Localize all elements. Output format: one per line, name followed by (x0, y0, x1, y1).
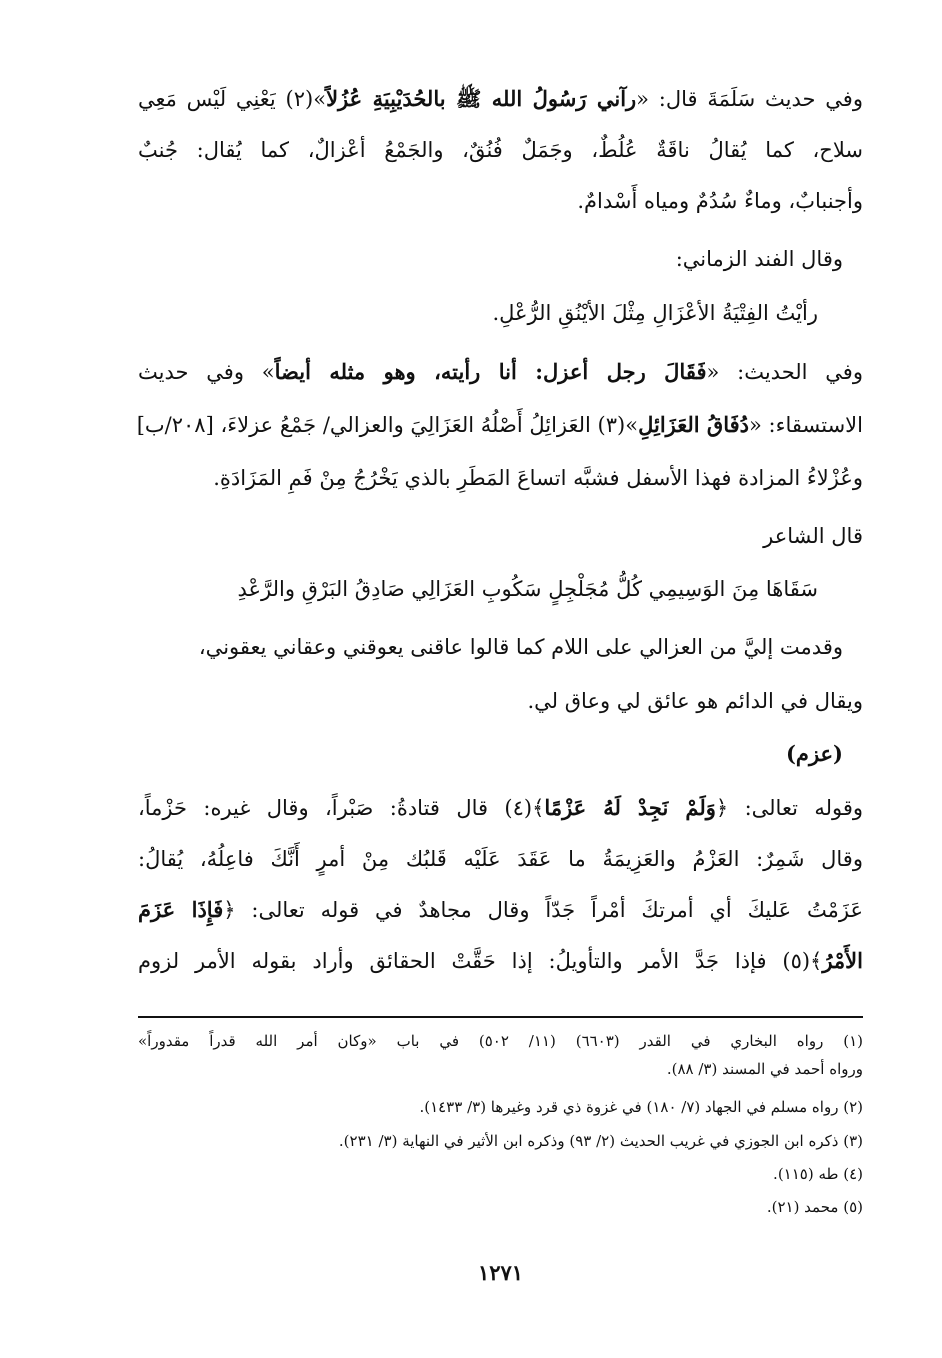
text: ﴾(٤) قال قتادةُ: صَبْراً، وقال غيره: حَزْماً، (138, 796, 545, 820)
verse-line-2: سَقَاهَا مِنَ الوَسِيمِي كُلُّ مُجَلْجِلٍ سَكُوبِ العَزَالِي صَادِقُ البَرْقِ والرَّعْدِ (237, 577, 818, 601)
quran-quote: الأَمْرُ (822, 948, 863, 973)
text: وقوله تعالى: ﴿ (715, 796, 864, 820)
body-line-5 (138, 358, 863, 386)
footnote-1: (١) رواه البخاري في القدر (٦٦٠٣) (١١/ ٥٠٢) في باب «وكان أمر الله قدراً مقدوراً» (138, 1032, 863, 1050)
hadith-quote: رآني رَسُولُ الله ﷺ بالحُدَيْبِيَةِ عُزُلاً (326, 86, 637, 111)
footnote-divider (138, 1016, 863, 1018)
body-line-12: وقال شَمِرٌ: العَزْمُ والعَزِيمَةُ ما عَقَدَ عَلَيْه قَلبُك مِنْ أمرٍ أَنَّكَ فاعِلُهُ، يُقالُ: (138, 847, 863, 871)
body-line-11 (138, 794, 863, 822)
footnote-1-continued: ورواه أحمد في المسند (٣/ ٨٨). (666, 1060, 863, 1078)
text: وفي الحديث: « (706, 360, 863, 384)
body-line-7: وعُزْلاءُ المزادة فهذا الأسفل فشبَّه اتساعَ المَطَرِ بالذي يَخْرُجُ مِنْ فَمِ المَزَادَةِ. (213, 466, 863, 490)
footnote-3: (٣) ذكره ابن الجوزي في غريب الحديث (٢/ ٩٣) وذكره ابن الأثير في النهاية (٣/ ٢٣١). (338, 1132, 863, 1150)
footnote-2: (٢) رواه مسلم في الجهاد (٧/ ١٨٠) في غزوة ذي قرد وغيرها (٣/ ١٤٣٣). (419, 1098, 863, 1116)
body-line-1 (138, 85, 863, 113)
body-line-13 (138, 896, 863, 924)
body-line-2: سلاح، كما يُقالُ ناقَةٌ عُلُطٌ، وجَمَلٌ فُنُقٌ، والجَمْعُ أعْزالٌ، كما يُقال: جُنبٌ (138, 138, 863, 162)
text: الاستسقاء: « (749, 413, 863, 437)
body-line-3: وأجنبابٌ، وماءٌ سُدُمٌ ومياه أَسْدامٌ. (577, 189, 863, 213)
body-line-14 (138, 947, 863, 975)
hadith-quote: دُفَاقُ العَزَائِلِ (638, 412, 750, 437)
text: » (313, 87, 327, 111)
text: (٢) يَعْنِي لَيْس مَعِي (138, 87, 314, 111)
footnote-4: (٤) طه (١١٥). (773, 1165, 863, 1183)
body-line-6 (138, 411, 863, 439)
quran-quote: وَلَمْ نَجِدْ لَهُ عَزْمًا (544, 795, 716, 820)
body-line-9: وقدمت إليَّ من العزالي على اللام كما قالوا عاقنى يعوقني وعقاني يعقوني، (198, 635, 843, 659)
section-heading: (عزم) (786, 741, 843, 766)
quran-quote: فَإِذَا عَزَمَ (138, 897, 224, 922)
verse-line-1: رأيْتُ الفِتْيَةُ الأعْزَالِ مِثْلَ الأيْنُقِ الرُّعْلِ. (492, 301, 818, 325)
body-line-8: قال الشاعر (763, 524, 863, 548)
text: وفي حديث سَلَمَةَ قال: « (636, 87, 863, 111)
text: ﴾(٥) فإذا جَدَّ الأمر والتأويلُ: إذا حَقَّتْ الحقائق وأراد بقوله الأمر لزوم (138, 949, 823, 973)
body-line-10: ويقال في الدائم هو عائق لي وعاق لي. (527, 689, 863, 713)
body-line-4: وقال الفند الزماني: (675, 247, 843, 271)
hadith-quote: فَقَالَ رجل أعزل: أنا رأيته، وهو مثله أيضاً (274, 359, 707, 384)
text: » وفي حديث (138, 360, 275, 384)
page-number: ١٢٧١ (477, 1260, 524, 1285)
footnote-5: (٥) محمد (٢١). (766, 1198, 863, 1216)
text: »(٣) العَزائِلُ أَصْلُهُ العَزَالِيَ والعزالي/ جَمْعُ عزلاءَ، [٢٠٨/ب] (136, 413, 639, 437)
text: عَزَمْتُ عَليكَ أي أمرتكَ أمْراً جَدّاً وقال مجاهدٌ في قوله تعالى: ﴿ (223, 898, 863, 922)
